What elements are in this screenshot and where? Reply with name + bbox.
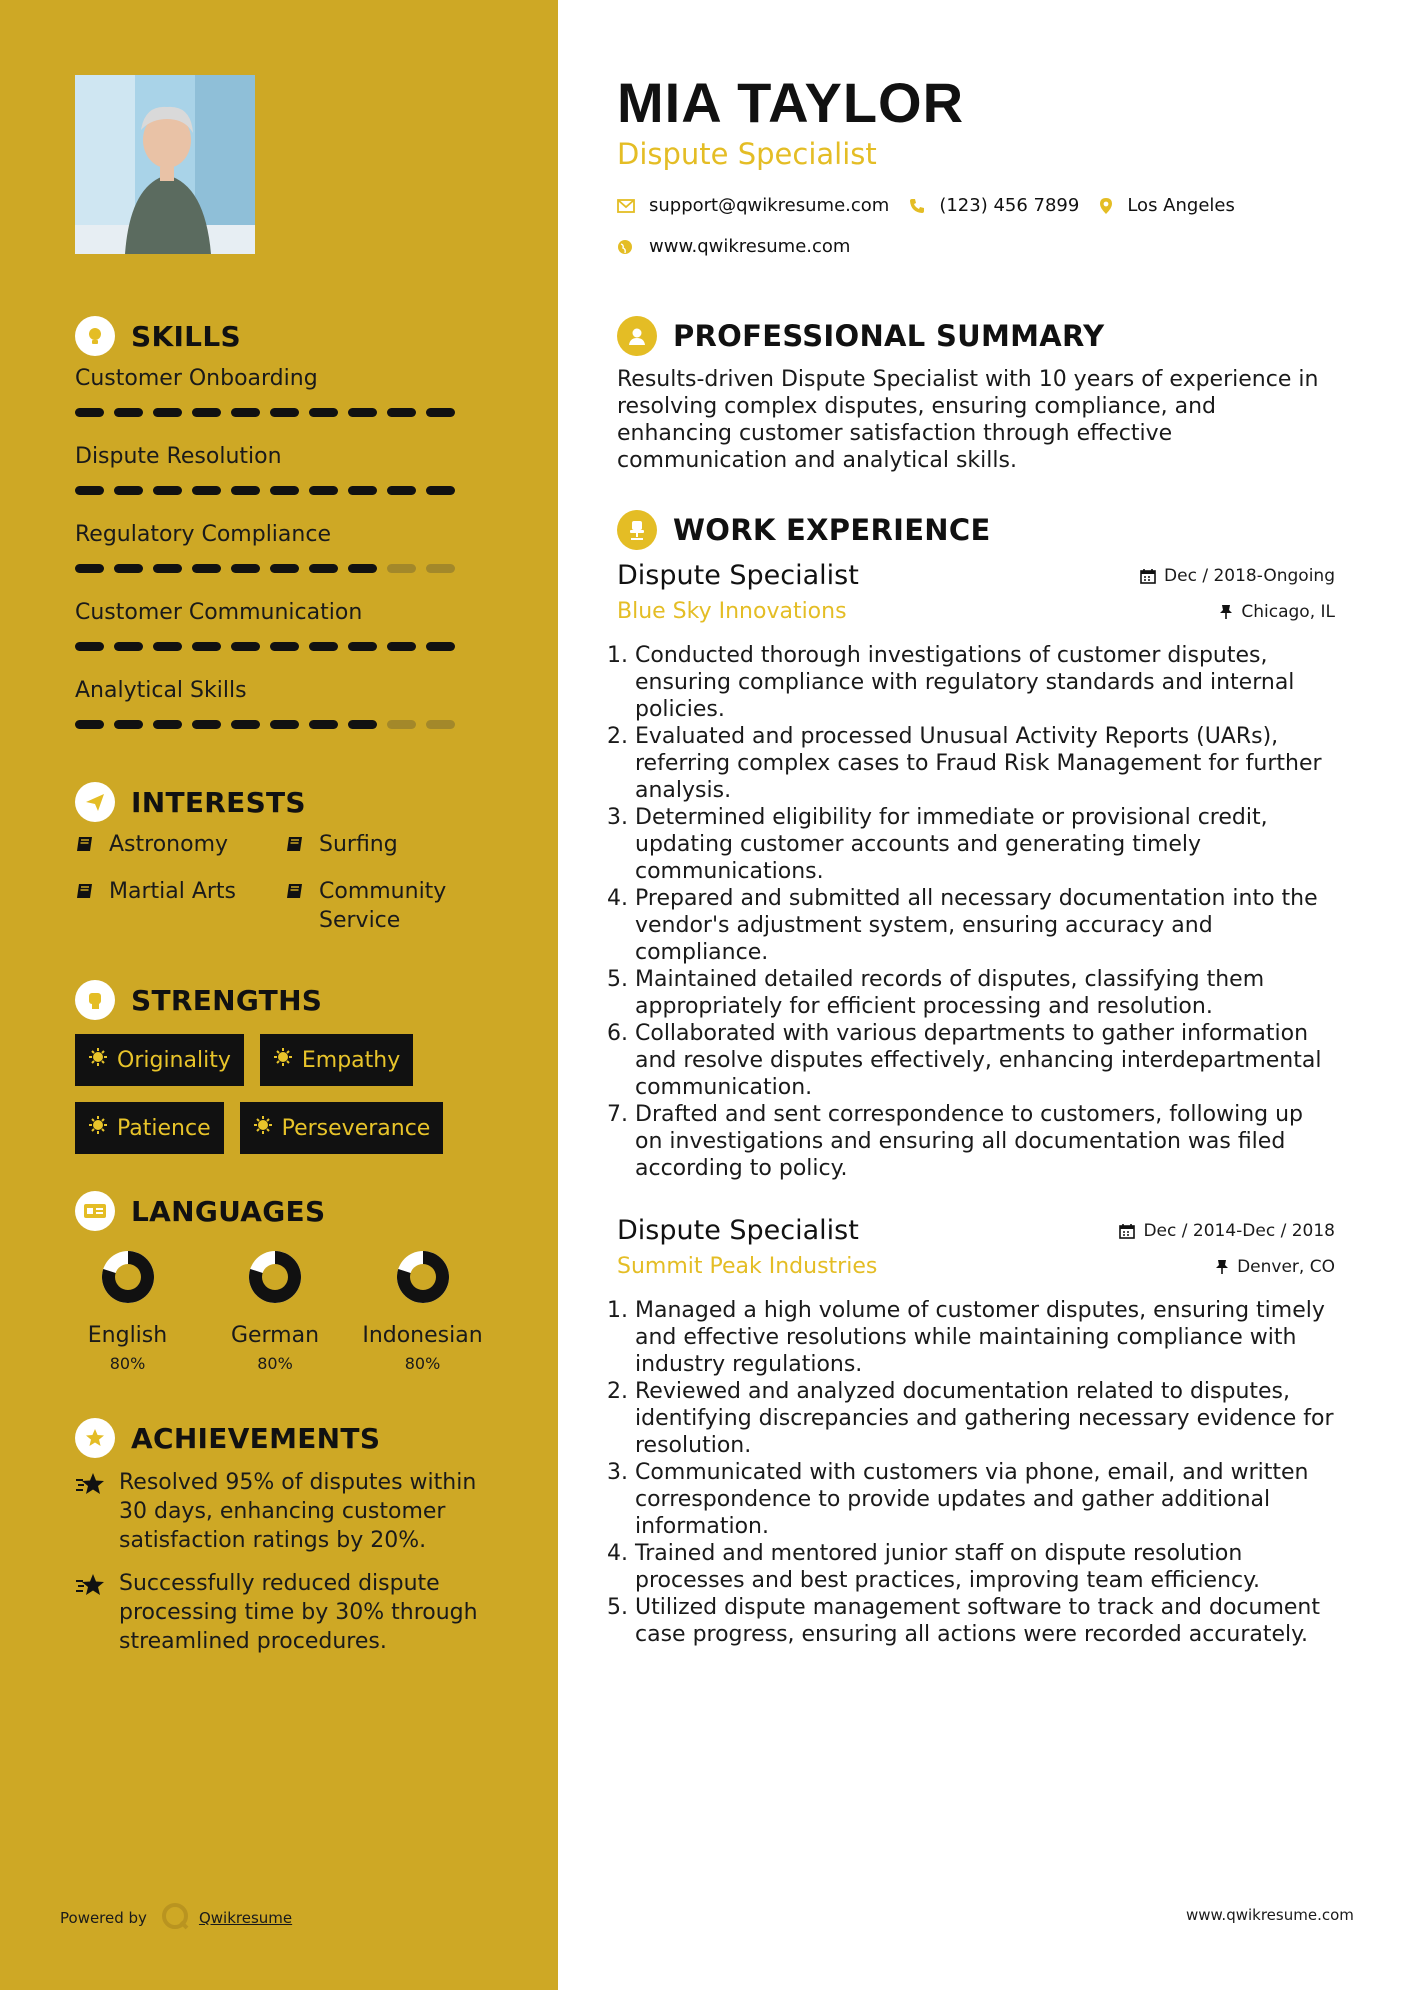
fist-icon (75, 980, 115, 1020)
office-chair-icon (617, 510, 657, 550)
strength-badge (260, 1034, 413, 1086)
achievements-list (75, 1468, 495, 1670)
job-location-text: Denver, CO (1237, 1256, 1335, 1277)
skill-level-dash (192, 408, 221, 417)
languages-list (55, 1245, 515, 1373)
skill-level-dash (153, 408, 182, 417)
job-bullets (617, 642, 1335, 1182)
skill-level-dash (75, 642, 104, 651)
contact-row (617, 195, 1255, 216)
skill-level-dash (231, 564, 260, 573)
achievement-item (75, 1468, 495, 1555)
pushpin-icon (1219, 604, 1233, 620)
strength-label: Originality (117, 1047, 231, 1073)
job-bullet: 4. Trained and mentored junior staff on dispute resolution processes and best practices, improving team efficiency. (635, 1540, 1335, 1594)
skill-level-dash (231, 486, 260, 495)
language-level: 80% (257, 1354, 293, 1373)
sidebar (0, 0, 558, 1990)
language-level-ring (96, 1245, 160, 1309)
achievements-heading (75, 1418, 380, 1458)
skill-level-dash (309, 642, 338, 651)
achievement-text: Resolved 95% of disputes within 30 days, enhancing customer satisfaction ratings by 20%. (119, 1470, 477, 1553)
skill-level-dash (192, 564, 221, 573)
experience-heading (617, 510, 991, 550)
job-dates (1119, 1221, 1335, 1241)
job-location (1215, 1257, 1335, 1277)
strength-label: Patience (117, 1115, 211, 1141)
skill-level-dash (270, 408, 299, 417)
skill-level-dash (270, 642, 299, 651)
id-card-icon (75, 1191, 115, 1231)
skill-level-dash (387, 408, 416, 417)
skill-level-dash (426, 720, 455, 729)
interest-item (285, 877, 495, 935)
skill-item (75, 442, 455, 520)
qwikresume-link[interactable]: Qwikresume (198, 1909, 293, 1927)
skill-level-dash (153, 720, 182, 729)
strength-label: Perseverance (281, 1115, 431, 1141)
job-location (1219, 602, 1335, 622)
skill-level-dash (192, 720, 221, 729)
job-title: Dispute Specialist (617, 1215, 859, 1246)
phone-icon (909, 198, 925, 214)
skill-level-bar (75, 486, 455, 495)
envelope-icon (617, 199, 635, 213)
pushpin-icon (1215, 1259, 1229, 1275)
phone-text: (123) 456 7899 (939, 195, 1080, 216)
job-bullet: 6. Collaborated with various departments to gather information and resolve disputes effectively, enhancing interdepartmental communication. (635, 1020, 1335, 1101)
skill-level-dash (153, 564, 182, 573)
skill-name: Dispute Resolution (75, 444, 282, 469)
job-entry (617, 560, 1335, 1182)
job-bullet: 3. Determined eligibility for immediate or provisional credit, updating customer accounts and generating timely communications. (635, 804, 1335, 885)
skill-level-dash (75, 564, 104, 573)
job-dates (1140, 566, 1335, 586)
skills-heading (75, 316, 241, 356)
skill-name: Customer Onboarding (75, 366, 318, 391)
profile-photo (75, 75, 255, 254)
qwikresume-logo-icon (161, 1902, 189, 1934)
powered-by-label: Powered by (60, 1909, 147, 1927)
skill-level-dash (192, 642, 221, 651)
strength-badge (75, 1102, 224, 1154)
lightbulb-icon (75, 316, 115, 356)
strength-label: Empathy (301, 1047, 401, 1073)
skill-name: Regulatory Compliance (75, 522, 331, 547)
skill-level-dash (387, 720, 416, 729)
job-bullet: 2. Reviewed and analyzed documentation related to disputes, identifying discrepancies and gathering necessary evidence for resolution. (635, 1378, 1335, 1459)
interests-heading (75, 782, 306, 822)
skill-level-dash (348, 486, 377, 495)
skill-item (75, 520, 455, 598)
interests-title: INTERESTS (131, 785, 306, 819)
skill-level-bar (75, 408, 455, 417)
skill-level-dash (153, 486, 182, 495)
job-bullet: 3. Communicated with customers via phone, email, and written correspondence to provide updates and gather additional information. (635, 1459, 1335, 1540)
strengths-heading (75, 980, 322, 1020)
job-dates-text: Dec / 2018-Ongoing (1164, 565, 1335, 586)
interests-list (75, 830, 495, 935)
skill-level-dash (270, 486, 299, 495)
job-location-text: Chicago, IL (1241, 601, 1335, 622)
skill-name: Analytical Skills (75, 678, 247, 703)
language-level-ring (391, 1245, 455, 1309)
job-title: Dispute Specialist (617, 560, 859, 591)
book-icon (285, 834, 307, 863)
skill-name: Customer Communication (75, 600, 363, 625)
skill-item (75, 598, 455, 676)
interest-label: Astronomy (109, 832, 229, 857)
strengths-title: STRENGTHS (131, 983, 323, 1017)
job-bullet: 2. Evaluated and processed Unusual Activity Reports (UARs), referring complex cases to Fraud Risk Management for further analysis. (635, 723, 1335, 804)
skill-level-dash (270, 720, 299, 729)
sun-icon (273, 1047, 293, 1073)
summary-heading (617, 316, 1104, 356)
summary-text: Results-driven Dispute Specialist with 10 years of experience in resolving complex disputes, ensuring compliance, and enhancing customer satisfaction through effective communication and analytical skills. (617, 367, 1319, 473)
skill-level-dash (75, 486, 104, 495)
sun-icon (88, 1115, 108, 1141)
skill-level-dash (75, 720, 104, 729)
language-level: 80% (109, 1354, 146, 1373)
skill-item (75, 364, 455, 442)
book-icon (75, 834, 97, 863)
globe-icon (617, 239, 633, 255)
star-badge-icon (75, 1418, 115, 1458)
strength-badge (240, 1102, 444, 1154)
skill-level-bar (75, 642, 455, 651)
interest-item (75, 830, 285, 863)
powered-by (60, 1902, 292, 1934)
skill-level-dash (309, 720, 338, 729)
skills-list (75, 364, 455, 754)
job-company: Summit Peak Industries (617, 1254, 878, 1279)
job-bullets (617, 1297, 1335, 1648)
language-item (200, 1245, 350, 1373)
job-bullet: 7. Drafted and sent correspondence to customers, following up on investigations and ensuring all documentation was filed according to policy. (635, 1101, 1335, 1182)
interest-label: Surfing (319, 832, 398, 857)
strengths-list (75, 1034, 495, 1154)
skill-level-dash (387, 564, 416, 573)
skill-level-dash (153, 642, 182, 651)
language-item (350, 1245, 495, 1373)
interest-item (75, 877, 285, 935)
language-name: Indonesian (362, 1323, 483, 1348)
skill-level-dash (231, 642, 260, 651)
book-icon (285, 881, 307, 910)
languages-heading (75, 1191, 325, 1231)
interest-label: Martial Arts (109, 879, 237, 904)
skill-level-dash (426, 408, 455, 417)
skill-level-dash (348, 564, 377, 573)
job-dates-text: Dec / 2014-Dec / 2018 (1143, 1220, 1335, 1241)
location-text: Los Angeles (1127, 195, 1235, 216)
skill-level-dash (348, 720, 377, 729)
job-entry (617, 1215, 1335, 1648)
contact-location (1099, 195, 1235, 216)
summary-title: PROFESSIONAL SUMMARY (673, 319, 1105, 353)
skill-level-bar (75, 564, 455, 573)
calendar-icon (1119, 1223, 1135, 1239)
candidate-role: Dispute Specialist (617, 137, 877, 171)
website-text: www.qwikresume.com (649, 236, 851, 257)
skill-level-dash (231, 720, 260, 729)
skill-level-dash (387, 642, 416, 651)
skill-item (75, 676, 455, 754)
job-bullet: 1. Managed a high volume of customer disputes, ensuring timely and effective resolutions while maintaining compliance with industry regulations. (635, 1297, 1335, 1378)
skill-level-dash (348, 408, 377, 417)
email-text: support@qwikresume.com (649, 195, 890, 216)
skill-level-dash (309, 486, 338, 495)
language-name: English (87, 1323, 168, 1348)
skill-level-dash (426, 564, 455, 573)
skill-level-dash (114, 486, 143, 495)
candidate-name: MIA TAYLOR (617, 71, 965, 134)
language-item (55, 1245, 200, 1373)
strength-badge (75, 1034, 244, 1086)
language-level-ring (243, 1245, 307, 1309)
skill-level-dash (387, 486, 416, 495)
skill-level-dash (426, 486, 455, 495)
language-name: German (230, 1323, 320, 1348)
skill-level-dash (426, 642, 455, 651)
interest-label: Community Service (319, 879, 447, 933)
achievement-item (75, 1569, 495, 1656)
skill-level-dash (270, 564, 299, 573)
footer-website[interactable]: www.qwikresume.com (1186, 1906, 1354, 1924)
skill-level-dash (192, 486, 221, 495)
skill-level-dash (114, 408, 143, 417)
language-level: 80% (404, 1354, 441, 1373)
skill-level-dash (114, 642, 143, 651)
experience-title: WORK EXPERIENCE (673, 513, 991, 547)
job-bullet: 1. Conducted thorough investigations of customer disputes, ensuring compliance with regulatory standards and internal policies. (635, 642, 1335, 723)
skill-level-dash (309, 564, 338, 573)
sun-icon (88, 1047, 108, 1073)
sun-icon (253, 1115, 273, 1141)
skill-level-dash (348, 642, 377, 651)
book-icon (75, 881, 97, 910)
skill-level-bar (75, 720, 455, 729)
paper-plane-icon (75, 782, 115, 822)
achievement-text: Successfully reduced dispute processing time by 30% through streamlined procedures. (119, 1571, 478, 1654)
skill-level-dash (114, 720, 143, 729)
job-bullet: 5. Utilized dispute management software to track and document case progress, ensuring all actions were recorded accurately. (635, 1594, 1335, 1648)
languages-title: LANGUAGES (131, 1194, 326, 1228)
achievements-title: ACHIEVEMENTS (131, 1421, 381, 1455)
skill-level-dash (114, 564, 143, 573)
star-icon (75, 1573, 107, 1656)
calendar-icon (1140, 568, 1156, 584)
job-company: Blue Sky Innovations (617, 599, 847, 624)
skills-title: SKILLS (131, 319, 241, 353)
job-bullet: 5. Maintained detailed records of disputes, classifying them appropriately for efficient processing and resolution. (635, 966, 1335, 1020)
map-pin-icon (1099, 197, 1113, 215)
skill-level-dash (231, 408, 260, 417)
skill-level-dash (309, 408, 338, 417)
contact-phone[interactable] (909, 195, 1079, 216)
user-icon (617, 316, 657, 356)
contact-website[interactable] (617, 236, 850, 257)
interest-item (285, 830, 495, 863)
star-icon (75, 1472, 107, 1555)
job-bullet: 4. Prepared and submitted all necessary documentation into the vendor's adjustment system, ensuring accuracy and compliance. (635, 885, 1335, 966)
contact-email[interactable] (617, 195, 889, 216)
skill-level-dash (75, 408, 104, 417)
